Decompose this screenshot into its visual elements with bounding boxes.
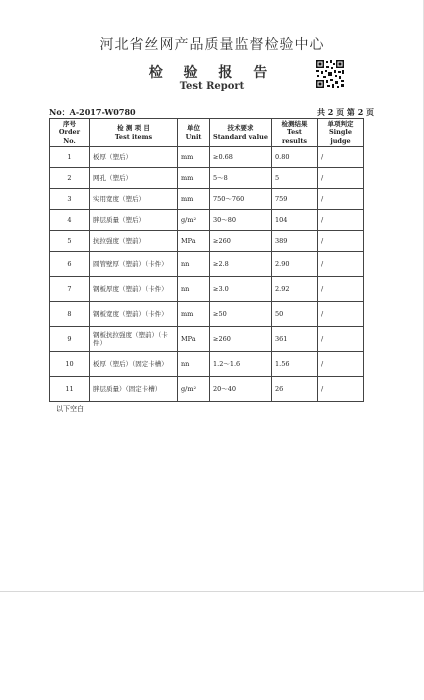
- cell-judge: /: [318, 377, 364, 402]
- cell-test-item: 网孔（塑后）: [90, 168, 178, 189]
- cell-unit: mm: [178, 189, 210, 210]
- cell-standard: 750～760: [210, 189, 272, 210]
- cell-order-no: 2: [50, 168, 90, 189]
- cell-standard: ≥2.8: [210, 252, 272, 277]
- cell-result: 759: [272, 189, 318, 210]
- cell-unit: nn: [178, 277, 210, 302]
- cell-judge: /: [318, 168, 364, 189]
- cell-unit: g/m²: [178, 210, 210, 231]
- page-indicator: 共 2 页 第 2 页: [317, 107, 375, 117]
- cell-judge: /: [318, 252, 364, 277]
- cell-result: 26: [272, 377, 318, 402]
- report-title-en: Test Report: [179, 81, 245, 92]
- cell-unit: MPa: [178, 231, 210, 252]
- cell-unit: MPa: [178, 327, 210, 352]
- table-row: [50, 189, 364, 210]
- cell-test-item: 抗拉强度（塑前）: [90, 231, 178, 252]
- cell-unit: mm: [178, 168, 210, 189]
- header-standard-value: 技术要求 Standard value: [210, 119, 272, 147]
- cell-standard: 5～8: [210, 168, 272, 189]
- cell-test-item: 胖层质量（塑后）: [90, 210, 178, 231]
- cell-order-no: 3: [50, 189, 90, 210]
- cell-standard: 20～40: [210, 377, 272, 402]
- cell-unit: nn: [178, 352, 210, 377]
- cell-unit: mm: [178, 147, 210, 168]
- cell-standard: 30～80: [210, 210, 272, 231]
- cell-unit: nn: [178, 252, 210, 277]
- report-number: No：A-2017-W0780: [49, 107, 136, 117]
- table-row: [50, 327, 364, 352]
- blank-below-note: 以下空白: [56, 405, 84, 413]
- cell-standard: ≥0.68: [210, 147, 272, 168]
- cell-order-no: 9: [50, 327, 90, 352]
- qr-code-icon: [315, 59, 345, 89]
- cell-judge: /: [318, 302, 364, 327]
- cell-standard: ≥260: [210, 327, 272, 352]
- cell-test-item: 钢板抗拉强度（塑前）（卡件）: [90, 327, 178, 352]
- table-header-row: [50, 119, 364, 147]
- cell-unit: g/m²: [178, 377, 210, 402]
- table-row: [50, 277, 364, 302]
- cell-result: 361: [272, 327, 318, 352]
- cell-result: 50: [272, 302, 318, 327]
- cell-test-item: 板厚（塑后）: [90, 147, 178, 168]
- cell-order-no: 6: [50, 252, 90, 277]
- cell-judge: /: [318, 147, 364, 168]
- cell-result: 5: [272, 168, 318, 189]
- table-row: [50, 231, 364, 252]
- table-row: [50, 168, 364, 189]
- cell-test-item: 实用宽度（塑后）: [90, 189, 178, 210]
- header-unit: 单位 Unit: [178, 119, 210, 147]
- cell-judge: /: [318, 231, 364, 252]
- test-results-table: [49, 118, 364, 402]
- cell-standard: 1.2～1.6: [210, 352, 272, 377]
- table-row: [50, 210, 364, 231]
- cell-judge: /: [318, 352, 364, 377]
- cell-result: 2.92: [272, 277, 318, 302]
- table-row: [50, 147, 364, 168]
- empty-background: [0, 592, 424, 700]
- cell-test-item: 圆管壁厚（塑前）（卡件）: [90, 252, 178, 277]
- cell-result: 1.56: [272, 352, 318, 377]
- cell-result: 104: [272, 210, 318, 231]
- cell-judge: /: [318, 210, 364, 231]
- header-test-items: 检 测 项 目 Test items: [90, 119, 178, 147]
- header-order-no: 序号 Order No.: [50, 119, 90, 147]
- header-single-judge: 单项判定 Single judge: [318, 119, 364, 147]
- cell-standard: ≥3.0: [210, 277, 272, 302]
- cell-test-item: 胖层质量）（固定卡槽）: [90, 377, 178, 402]
- cell-test-item: 钢板厚度（塑前）（卡件）: [90, 277, 178, 302]
- cell-order-no: 10: [50, 352, 90, 377]
- table-row: [50, 377, 364, 402]
- table-row: [50, 302, 364, 327]
- table-row: [50, 352, 364, 377]
- cell-unit: mm: [178, 302, 210, 327]
- organization-name: 河北省丝网产品质量监督检验中心: [99, 37, 325, 53]
- cell-result: 0.80: [272, 147, 318, 168]
- report-title-cn: 检 验 报 告: [148, 65, 276, 81]
- cell-order-no: 7: [50, 277, 90, 302]
- cell-standard: ≥260: [210, 231, 272, 252]
- cell-order-no: 1: [50, 147, 90, 168]
- cell-test-item: 板厚（塑后）（固定卡槽）: [90, 352, 178, 377]
- cell-order-no: 4: [50, 210, 90, 231]
- cell-test-item: 钢板宽度（塑前）（卡件）: [90, 302, 178, 327]
- cell-judge: /: [318, 277, 364, 302]
- cell-order-no: 8: [50, 302, 90, 327]
- cell-judge: /: [318, 189, 364, 210]
- cell-standard: ≥50: [210, 302, 272, 327]
- cell-order-no: 5: [50, 231, 90, 252]
- cell-result: 389: [272, 231, 318, 252]
- cell-result: 2.90: [272, 252, 318, 277]
- table-row: [50, 252, 364, 277]
- header-test-results: 检测结果 Test results: [272, 119, 318, 147]
- cell-order-no: 11: [50, 377, 90, 402]
- cell-judge: /: [318, 327, 364, 352]
